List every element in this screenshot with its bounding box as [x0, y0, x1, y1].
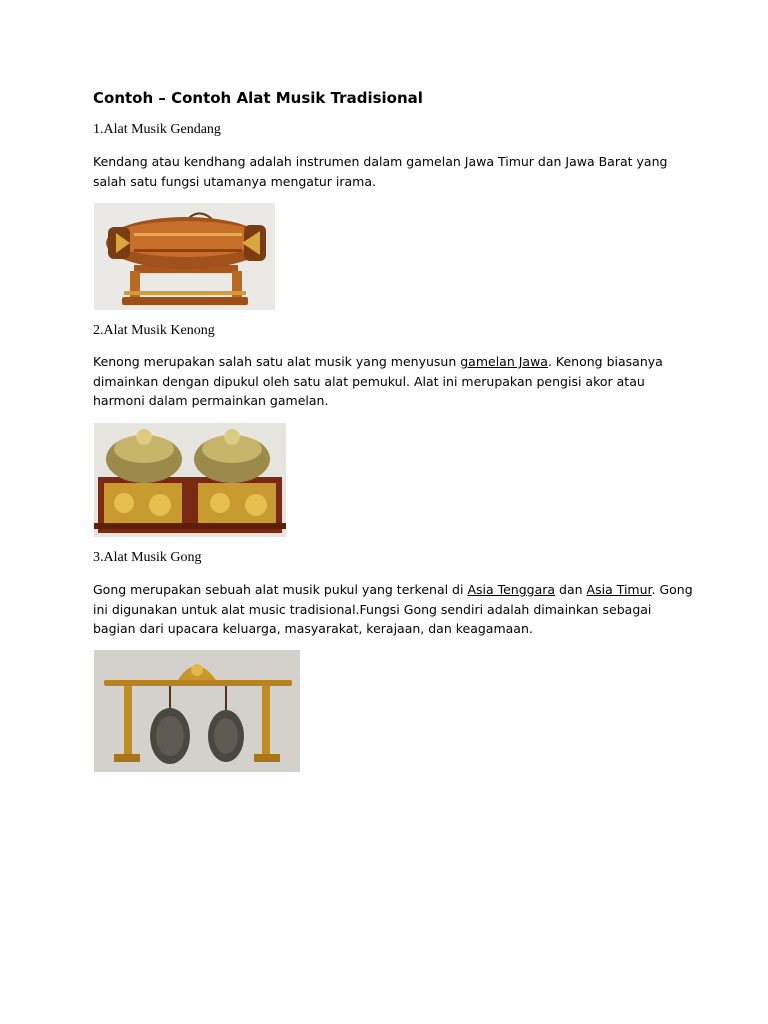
page-title: Contoh – Contoh Alat Musik Tradisional [93, 89, 423, 107]
section-heading-gendang: 1.Alat Musik Gendang [93, 122, 221, 137]
paragraph-kenong [93, 352, 693, 411]
paragraph-text: Kenong merupakan salah satu alat musik yang menyusun [93, 354, 461, 369]
paragraph-text: . Gong ini digunakan untuk alat music tradisional.Fungsi Gong sendiri adalah dimainkan sebagai bagian dari upacara keluarga, masyarakat, kerajaan, dan keagamaan. [93, 582, 693, 636]
paragraph-gendang [93, 152, 693, 191]
section-heading-gong: 3.Alat Musik Gong [93, 550, 202, 565]
paragraph-gong [93, 580, 693, 639]
asia-tenggara-link[interactable]: Asia Tenggara [467, 582, 556, 597]
gong-photo [94, 650, 300, 772]
gamelan-jawa-link[interactable]: gamelan Jawa [460, 354, 548, 369]
paragraph-text: Gong merupakan sebuah alat musik pukul yang terkenal di [93, 582, 468, 597]
paragraph-text: Kendang atau kendhang adalah instrumen dalam gamelan Jawa Timur dan Jawa Barat yang salah satu fungsi utamanya mengatur irama. [93, 154, 668, 189]
kendang-drum-photo [94, 203, 275, 310]
paragraph-text: dan [555, 582, 587, 597]
section-heading-kenong: 2.Alat Musik Kenong [93, 323, 215, 338]
asia-timur-link[interactable]: Asia Timur [586, 582, 652, 597]
paragraph-text: . Kenong biasanya dimainkan dengan dipukul oleh satu alat pemukul. Alat ini merupakan pengisi akor atau harmoni dalam permainkan gamelan. [93, 354, 663, 408]
kenong-photo [94, 423, 286, 537]
